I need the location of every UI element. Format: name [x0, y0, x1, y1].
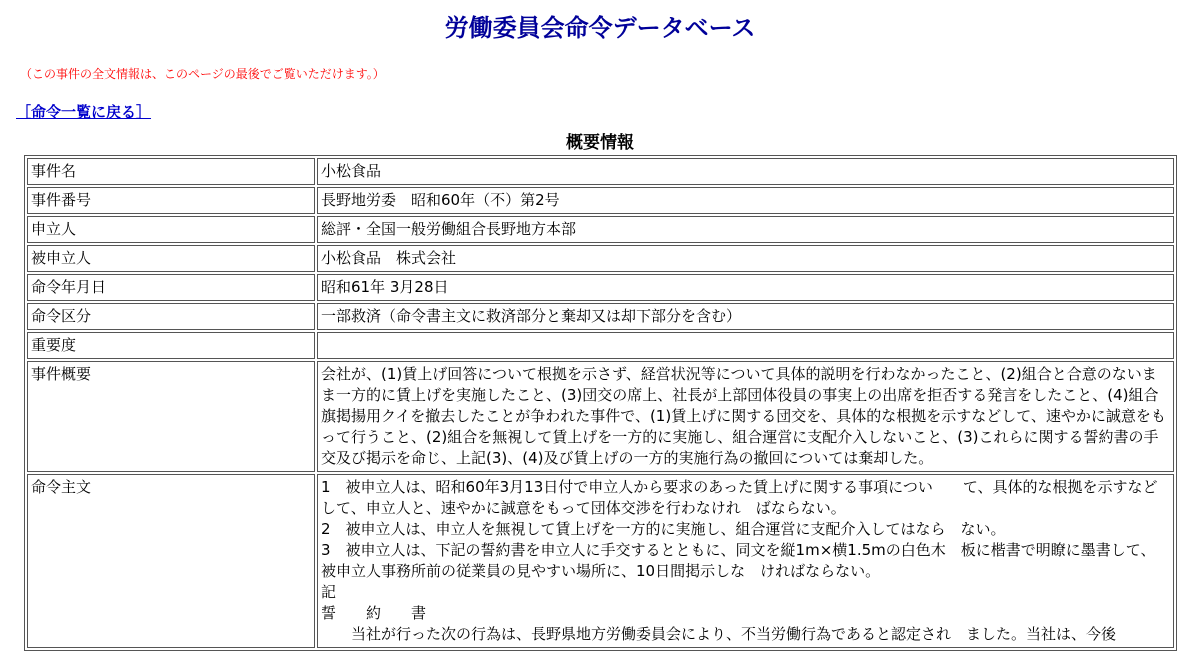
row-label: 命令主文	[27, 474, 315, 648]
row-label: 命令年月日	[27, 274, 315, 301]
table-row	[27, 361, 1174, 472]
row-label: 申立人	[27, 216, 315, 243]
table-row	[27, 245, 1174, 272]
row-value: 小松食品	[317, 158, 1174, 185]
table-row	[27, 474, 1174, 648]
section-heading: 概要情報	[566, 133, 634, 153]
row-value: 小松食品 株式会社	[317, 245, 1174, 272]
row-value: 総評・全国一般労働組合長野地方本部	[317, 216, 1174, 243]
row-value	[317, 332, 1174, 359]
back-to-order-list-link[interactable]: ［命令一覧に戻る］	[16, 103, 152, 121]
table-row	[27, 216, 1174, 243]
row-label: 事件番号	[27, 187, 315, 214]
row-value: 会社が、(1)賃上げ回答について根拠を示さず、経営状況等について具体的説明を行わなかったこと、(2)組合と合意のないまま一方的に賃上げを実施したこと、(3)団交の席上、社長が上部団体役員の事実上の出席を拒否する発言をしたこと、(4)組合旗掲揚用クイを撤去したことが争われた事件で、(1)賃上げに関する団交を、具体的な根拠を示すなどして、速やかに誠意をもって行うこと、(2)組合を無視して賃上げを一方的に実施し、組合運営に支配介入しないこと、(3)これらに関する誓約書の手交及び掲示を命じ、上記(3)、(4)及び賃上げの一方的実施行為の撤回については棄却した。	[317, 361, 1174, 472]
row-label: 事件名	[27, 158, 315, 185]
row-label: 命令区分	[27, 303, 315, 330]
row-label: 被申立人	[27, 245, 315, 272]
table-row	[27, 303, 1174, 330]
order-main-text: 1 被申立人は、昭和60年3月13日付で申立人から要求のあった賃上げに関する事項につい て、具体的な根拠を示すなどして、申立人と、速やかに誠意をもって団体交渉を行わなけれ ばならない。 2 被申立人は、申立人を無視して賃上げを一方的に実施し、組合運営に支配介入してはなら ない。 3 被申立人は、下記の誓約書を申立人に手交するとともに、同文を縦1m×横1.5mの白色木 板に楷書で明瞭に墨書して、被申立人事務所前の従業員の見やすい場所に、10日間掲示しな ければならない。 記 誓 約 書 当社が行った次の行為は、長野県地方労働委員会により、不当労働行為であると認定され ました。当社は、今後	[317, 474, 1174, 648]
fulltext-notice: （この事件の全文情報は、このページの最後でご覧いただけます。）	[20, 67, 385, 81]
row-value: 長野地労委 昭和60年（不）第2号	[317, 187, 1174, 214]
table-row	[27, 187, 1174, 214]
table-row	[27, 332, 1174, 359]
row-label: 重要度	[27, 332, 315, 359]
page-title: 労働委員会命令データベース	[444, 14, 756, 42]
table-row	[27, 274, 1174, 301]
row-value: 一部救済（命令書主文に救済部分と棄却又は却下部分を含む）	[317, 303, 1174, 330]
row-label: 事件概要	[27, 361, 315, 472]
summary-table	[24, 155, 1177, 651]
row-value: 昭和61年 3月28日	[317, 274, 1174, 301]
table-row	[27, 158, 1174, 185]
